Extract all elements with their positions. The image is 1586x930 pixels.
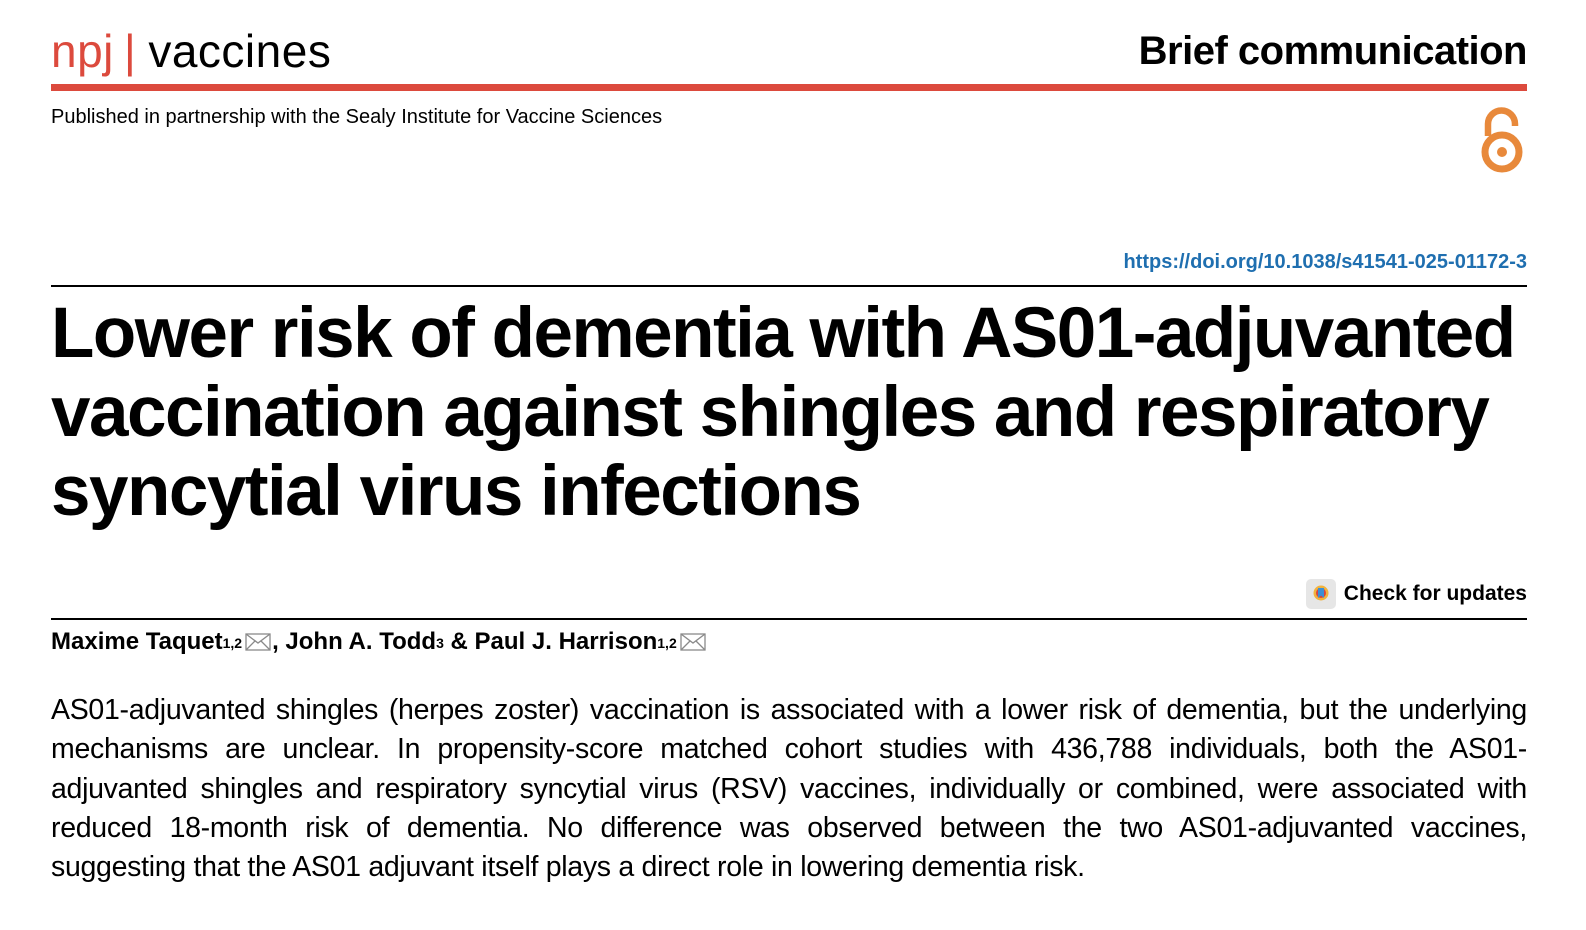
author-name[interactable]: Maxime Taquet — [51, 628, 223, 655]
email-envelope-icon[interactable] — [245, 632, 271, 652]
article-title: Lower risk of dementia with AS01-adjuvanted vaccination against shingles and respiratory syncytial virus infections — [51, 294, 1515, 531]
author-name[interactable]: Paul J. Harrison — [474, 628, 658, 655]
author-name[interactable]: John A. Todd — [285, 628, 437, 655]
author-list: Maxime Taquet $^{1,2}$ , John A. Todd $^3$ & Paul J. Harrison $^{1,2}$ — [51, 626, 707, 658]
email-envelope-icon[interactable] — [680, 632, 706, 652]
journal-header — [51, 22, 1527, 80]
header-divider — [51, 84, 1527, 91]
doi-link[interactable]: https://doi.org/10.1038/s41541-025-01172-3 — [1123, 251, 1527, 273]
check-updates-label: Check for updates — [1343, 582, 1527, 605]
check-updates-icon — [1306, 579, 1336, 609]
title-top-rule — [51, 285, 1527, 287]
check-for-updates-button[interactable] — [1306, 578, 1527, 610]
abstract: AS01-adjuvanted shingles (herpes zoster) vaccination is associated with a lower risk of dementia, but the underlying mechanisms are unclear. In propensity-score matched cohort studies with 436,788 individuals, both the AS01-adjuvanted shingles and respiratory syncytial virus (RSV) vaccines, individually or combined, were associated with reduced 18-month risk of dementia. No difference was observed between the two AS01-adjuvanted vaccines, suggesting that the AS01 adjuvant itself plays a direct role in lowering dementia risk. — [51, 694, 1527, 884]
authors-top-rule — [51, 618, 1527, 620]
open-access-lock-icon — [1476, 102, 1528, 176]
author-separator: , — [272, 628, 286, 655]
article-type: Brief communication — [1138, 29, 1527, 73]
journal-name: vaccines — [148, 25, 332, 77]
journal-logo[interactable] — [51, 22, 331, 80]
journal-prefix: npj — [51, 25, 114, 77]
journal-separator: | — [123, 25, 137, 77]
partner-line: Published in partnership with the Sealy Institute for Vaccine Sciences — [51, 106, 663, 128]
author-separator: & — [443, 628, 475, 655]
